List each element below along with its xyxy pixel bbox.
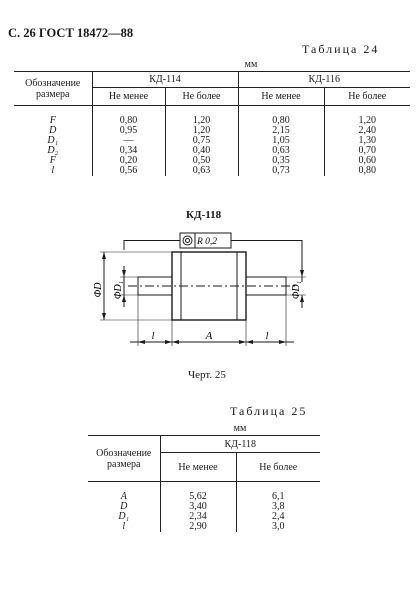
table-row bbox=[14, 166, 410, 176]
label-length-l-right: l bbox=[265, 331, 269, 342]
cell-value: 0,73 bbox=[238, 166, 324, 176]
cell-value: 0,70 bbox=[324, 146, 410, 156]
table-24 bbox=[14, 58, 410, 176]
cell-symbol: D₁ bbox=[118, 511, 130, 522]
table-24-sub-max: Не более bbox=[165, 88, 238, 106]
table-24-label: Таблица 24 bbox=[302, 42, 380, 56]
table-24-sub-min: Не менее bbox=[238, 88, 324, 106]
diode-drawing bbox=[90, 228, 330, 354]
cell-symbol: F bbox=[49, 155, 56, 166]
cell-value: 0,80 bbox=[238, 116, 324, 126]
table-24-sub-min: Не менее bbox=[92, 88, 165, 106]
cell-value: 0,35 bbox=[238, 156, 324, 166]
cell-value: 0,80 bbox=[92, 116, 165, 126]
cell-value: 0,34 bbox=[92, 146, 165, 156]
cell-value: 1,30 bbox=[324, 136, 410, 146]
cell-value: 3,8 bbox=[236, 502, 320, 512]
label-length-A: A bbox=[205, 330, 213, 342]
label-diameter-D1-right: ΦD₁ bbox=[291, 280, 302, 300]
cell-value: 2,34 bbox=[160, 512, 236, 522]
cell-value: 0,63 bbox=[165, 166, 238, 176]
table-row bbox=[14, 136, 410, 146]
cell-value: 0,75 bbox=[165, 136, 238, 146]
cell-value: 2,90 bbox=[160, 522, 236, 532]
cell-symbol: l bbox=[51, 165, 55, 176]
table-24-group-kd116: КД-116 bbox=[238, 72, 410, 88]
label-length-l-left: l bbox=[151, 331, 155, 342]
cell-value: 3,0 bbox=[236, 522, 320, 532]
table-row bbox=[14, 126, 410, 136]
cell-symbol: D bbox=[49, 125, 57, 136]
cell-value: 0,80 bbox=[324, 166, 410, 176]
cell-value: 5,62 bbox=[160, 492, 236, 502]
cell-value: 2,15 bbox=[238, 126, 324, 136]
tolerance-value: R 0,2 bbox=[196, 237, 218, 247]
label-diameter-D1-left: ΦD₁ bbox=[113, 280, 124, 300]
cell-value: 3,40 bbox=[160, 502, 236, 512]
cell-value: 1,20 bbox=[324, 116, 410, 126]
cell-value: 1,20 bbox=[165, 116, 238, 126]
cell-symbol: F bbox=[49, 115, 56, 126]
cell-symbol: D₁ bbox=[47, 135, 59, 146]
table-25-sub-max: Не более bbox=[236, 453, 320, 482]
table-row bbox=[14, 156, 410, 166]
cell-value: — bbox=[92, 136, 165, 146]
cell-value: 6,1 bbox=[236, 492, 320, 502]
table-24-group-kd114: КД-114 bbox=[92, 72, 238, 88]
cell-value: 1,05 bbox=[238, 136, 324, 146]
table-25-sub-min: Не менее bbox=[160, 453, 236, 482]
drawing-title: КД-118 bbox=[186, 209, 222, 221]
cell-symbol: D₂ bbox=[47, 145, 59, 156]
table-24-unit: мм bbox=[244, 59, 258, 70]
table-row bbox=[14, 106, 410, 117]
table-25 bbox=[88, 422, 320, 532]
page-header: С. 26 ГОСТ 18472—88 bbox=[8, 26, 134, 40]
cell-value: 0,50 bbox=[165, 156, 238, 166]
table-25-label: Таблица 25 bbox=[230, 404, 308, 418]
cell-value: 0,56 bbox=[92, 166, 165, 176]
drawing-caption: Черт. 25 bbox=[188, 369, 226, 381]
cell-symbol: l bbox=[122, 521, 126, 532]
table-row bbox=[88, 522, 320, 532]
table-25-unit: мм bbox=[233, 423, 247, 434]
label-diameter-D: ΦD bbox=[93, 282, 104, 298]
cell-value: 0,95 bbox=[92, 126, 165, 136]
table-25-group-kd118: КД-118 bbox=[160, 436, 320, 453]
cell-value: 0,63 bbox=[238, 146, 324, 156]
cell-value: 0,20 bbox=[92, 156, 165, 166]
table-24-col-header: Обозначение размера bbox=[14, 72, 92, 106]
table-row bbox=[14, 146, 410, 156]
table-row bbox=[14, 116, 410, 126]
cell-value: 2,40 bbox=[324, 126, 410, 136]
table-24-sub-max: Не более bbox=[324, 88, 410, 106]
cell-symbol: A bbox=[120, 491, 127, 502]
cell-value: 2,4 bbox=[236, 512, 320, 522]
cell-value: 0,60 bbox=[324, 156, 410, 166]
cell-value: 1,20 bbox=[165, 126, 238, 136]
cell-symbol: D bbox=[120, 501, 128, 512]
cell-value: 0,40 bbox=[165, 146, 238, 156]
table-25-col-header: Обозначение размера bbox=[88, 436, 160, 482]
